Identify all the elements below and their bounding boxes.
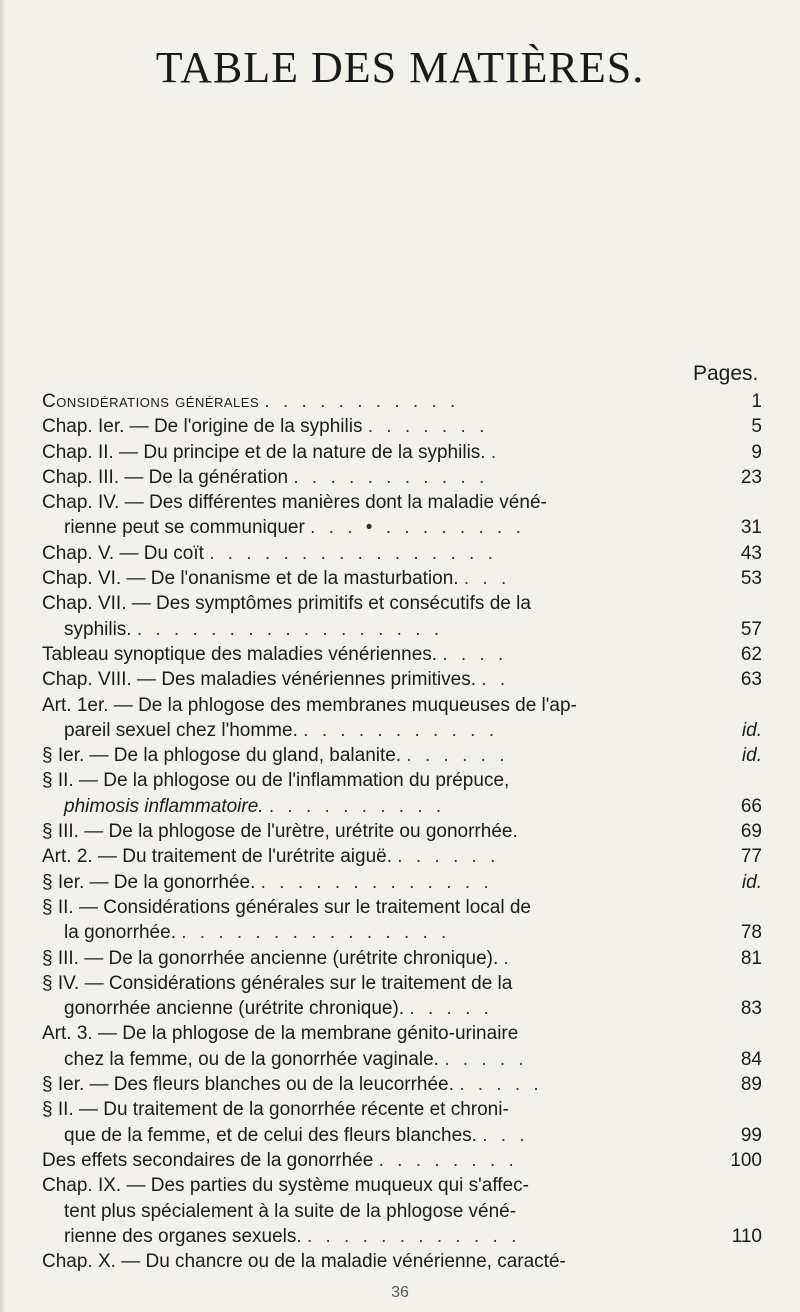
toc-entry: Chap. IX. — Des parties du système muqueux qui s'affec- <box>42 1175 529 1197</box>
toc-entry: Chap. VII. — Des symptômes primitifs et consécutifs de la <box>42 593 531 615</box>
toc-entry: que de la femme, et de celui des fleurs blanches. . . . 99 <box>64 1124 762 1146</box>
toc-entry: Des effets secondaires de la gonorrhée . . . . . . . . 100 <box>42 1149 762 1171</box>
toc-entry: tent plus spécialement à la suite de la phlogose véné- <box>64 1200 517 1222</box>
toc-entry: Chap. III. — De la génération . . . . . . . . . . . 23 <box>42 466 762 488</box>
toc-entry: chez la femme, ou de la gonorrhée vaginale. . . . . . 84 <box>64 1048 762 1070</box>
toc-entry: Chap. II. — Du principe et de la nature de la syphilis. . 9 <box>42 441 762 463</box>
toc-entry: rienne des organes sexuels. . . . . . . . . . . . . 110 <box>64 1225 762 1247</box>
toc-entry: § II. — De la phlogose ou de l'inflammation du prépuce, <box>42 770 510 792</box>
page-gutter-shadow <box>0 0 6 1312</box>
toc-entry: Considérations générales . . . . . . . . . . . 1 <box>42 391 762 412</box>
toc-entry: Art. 2. — Du traitement de l'urétrite aiguë. . . . . . . 77 <box>42 846 762 868</box>
toc-entry: rienne peut se communiquer . . . • . . . . . . . . 31 <box>64 517 762 539</box>
toc-entry: Chap. IV. — Des différentes manières dont la maladie véné- <box>42 492 547 514</box>
page-title: TABLE DES MATIÈRES. <box>155 43 645 92</box>
toc-entry: Tableau synoptique des maladies vénériennes. . . . . 62 <box>42 643 762 665</box>
signature-mark: 36 <box>391 1284 409 1301</box>
pages-column-label: Pages. <box>693 362 759 385</box>
toc-entry: gonorrhée ancienne (urétrite chronique). . . . . . 83 <box>64 998 762 1020</box>
toc-entry: § II. — Du traitement de la gonorrhée récente et chroni- <box>42 1099 509 1121</box>
toc-entry: § Ier. — De la phlogose du gland, balanite. . . . . . . id. <box>42 745 762 767</box>
toc-entry: Art. 3. — De la phlogose de la membrane génito-urinaire <box>42 1023 519 1045</box>
toc-entry: § III. — De la phlogose de l'urètre, urétrite ou gonorrhée. 69 <box>42 821 762 843</box>
toc-entry: § III. — De la gonorrhée ancienne (urétrite chronique). . 81 <box>42 947 762 969</box>
toc-entry: § Ier. — De la gonorrhée. . . . . . . . . . . . . . id. <box>42 871 762 893</box>
toc-entry: § Ier. — Des fleurs blanches ou de la leucorrhée. . . . . . 89 <box>42 1074 762 1096</box>
toc-entry: Chap. VI. — De l'onanisme et de la masturbation. . . . 53 <box>42 568 762 590</box>
toc-entry: Chap. Ier. — De l'origine de la syphilis . . . . . . . 5 <box>42 416 762 438</box>
toc-entry: Chap. VIII. — Des maladies vénériennes primitives. . . 63 <box>42 669 762 691</box>
toc-entry: syphilis. . . . . . . . . . . . . . . . . . 57 <box>64 618 762 640</box>
table-of-contents <box>42 389 762 1274</box>
toc-entry: Art. 1er. — De la phlogose des membranes muqueuses de l'ap- <box>42 694 577 716</box>
toc-entry: la gonorrhée. . . . . . . . . . . . . . . . 78 <box>64 922 762 944</box>
toc-entry: § IV. — Considérations générales sur le traitement de la <box>42 972 513 994</box>
toc-entry: pareil sexuel chez l'homme. . . . . . . . . . . . id. <box>64 719 762 741</box>
toc-entry: § II. — Considérations générales sur le traitement local de <box>42 896 531 918</box>
toc-entry: Chap. V. — Du coït . . . . . . . . . . . . . . . . 43 <box>42 542 762 564</box>
toc-entry: Chap. X. — Du chancre ou de la maladie vénérienne, caracté- <box>42 1251 566 1273</box>
toc-entry: phimosis inflammatoire. . . . . . . . . . . 66 <box>64 795 762 817</box>
